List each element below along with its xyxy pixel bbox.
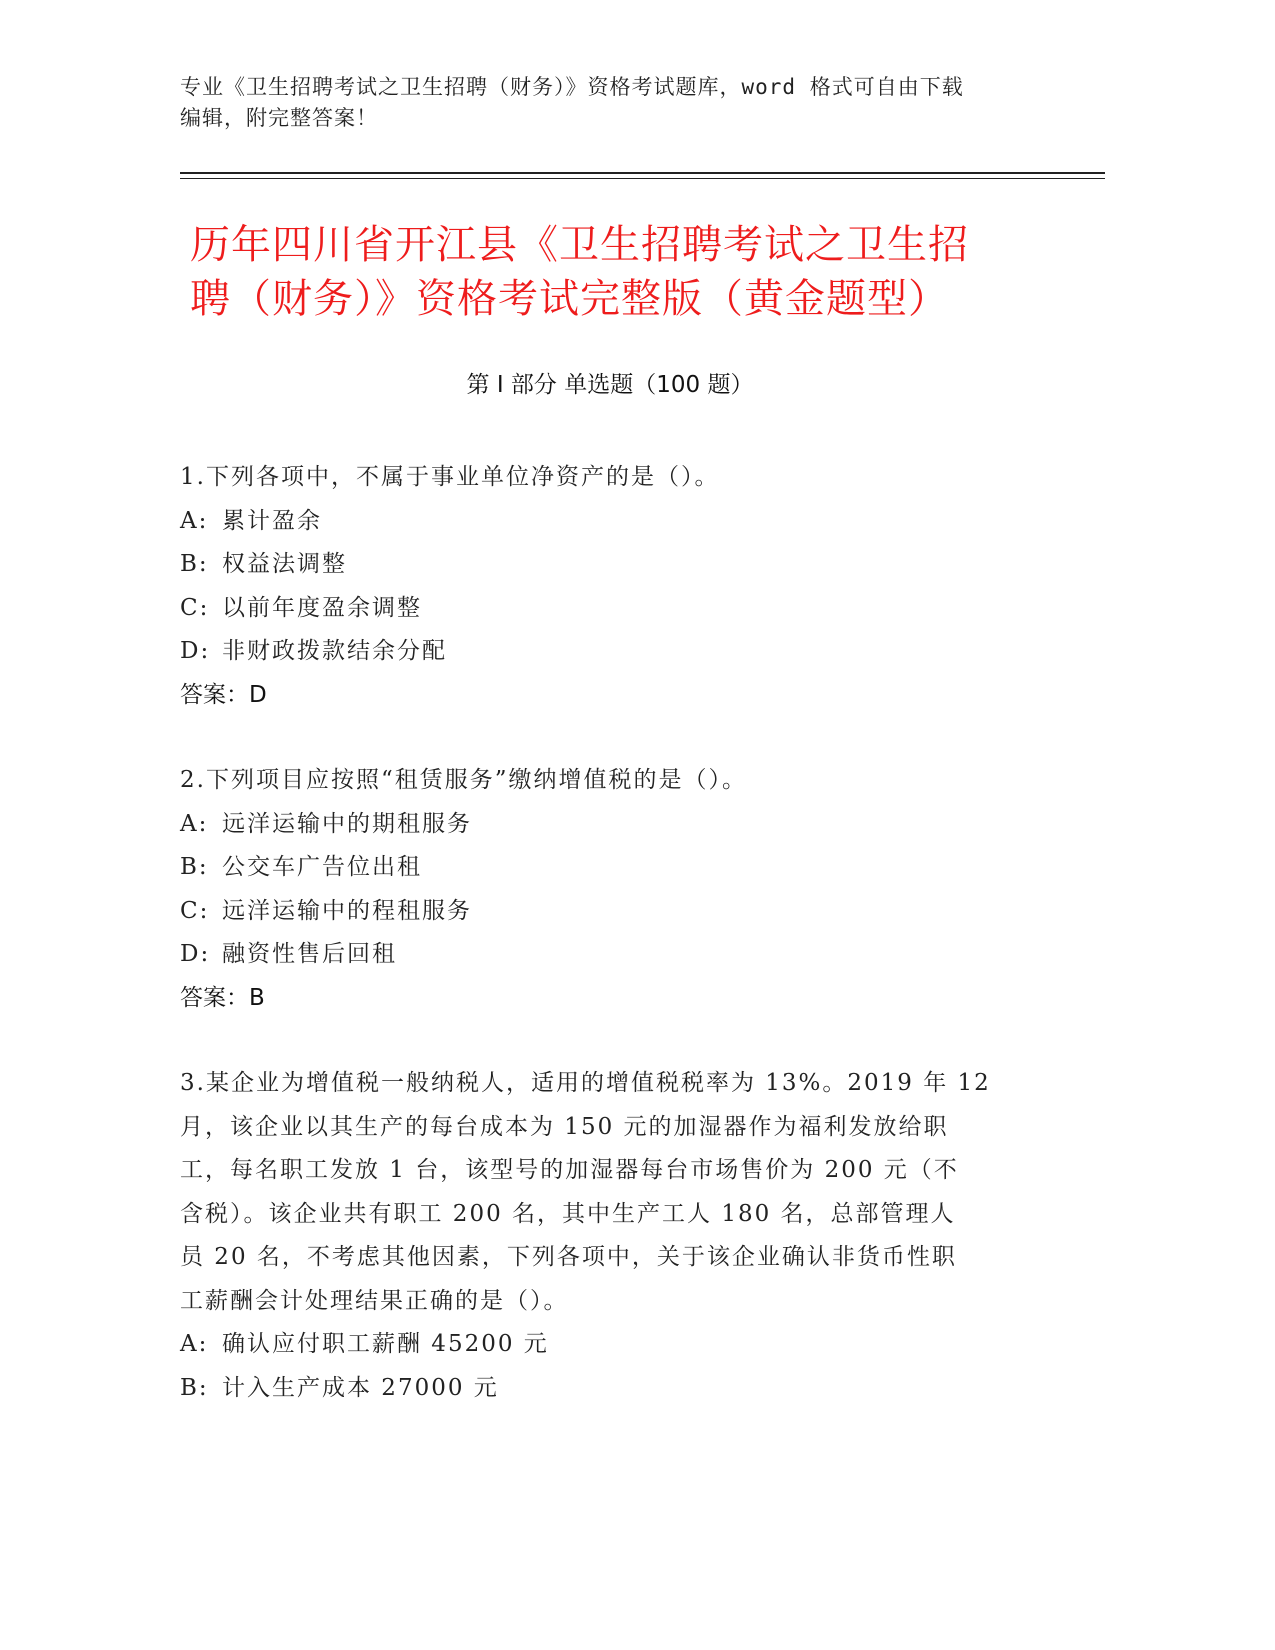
option-b xyxy=(180,543,1040,587)
option-text: 确认应付职工薪酬 45200 元 xyxy=(222,1331,549,1357)
option-d xyxy=(180,933,1040,977)
option-text: 累计盈余 xyxy=(222,507,322,534)
header-line-1: 专业《卫生招聘考试之卫生招聘（财务）》资格考试题库，word 格式可自由下载 xyxy=(180,75,964,99)
option-key: A: xyxy=(180,507,209,534)
question-stem-line-5: 员 20 名，不考虑其他因素，下列各项中，关于该企业确认非货币性职 xyxy=(180,1244,957,1270)
option-a xyxy=(180,803,1040,847)
question-stem: 2.下列项目应按照“租赁服务”缴纳增值税的是（）。 xyxy=(180,767,747,793)
option-c xyxy=(180,890,1040,934)
question-3 xyxy=(180,1062,1040,1410)
option-text: 计入生产成本 27000 元 xyxy=(222,1374,499,1401)
option-key: D: xyxy=(180,941,211,967)
section-title: 第 I 部分 单选题（100 题） xyxy=(466,372,754,398)
option-text: 远洋运输中的程租服务 xyxy=(222,897,472,924)
answer: 答案：D xyxy=(180,681,267,708)
option-text: 权益法调整 xyxy=(222,551,347,577)
answer: 答案：B xyxy=(180,984,265,1011)
question-1 xyxy=(180,456,1040,717)
option-key: C: xyxy=(180,594,210,621)
option-key: A: xyxy=(180,810,209,837)
document-title xyxy=(190,218,1070,326)
option-text: 以前年度盈余调整 xyxy=(222,594,422,621)
document-title-line-2: 聘（财务）》资格考试完整版（黄金题型） xyxy=(190,276,949,322)
question-stem-line-3: 工，每名职工发放 1 台，该型号的加湿器每台市场售价为 200 元（不 xyxy=(180,1157,959,1183)
option-key: B: xyxy=(180,1374,209,1401)
document-title-line-1: 历年四川省开江县《卫生招聘考试之卫生招 xyxy=(190,222,969,268)
question-stem-line-4: 含税）。该企业共有职工 200 名，其中生产工人 180 名，总部管理人 xyxy=(180,1200,956,1227)
option-key: D: xyxy=(180,638,211,664)
option-key: B: xyxy=(180,854,209,880)
question-list xyxy=(180,456,1040,1452)
header-divider-thick xyxy=(180,172,1105,174)
option-a xyxy=(180,500,1040,544)
option-key: C: xyxy=(180,897,210,924)
header-divider-thin xyxy=(180,178,1105,179)
header-line-2: 编辑，附完整答案！ xyxy=(180,106,378,130)
question-stem-line-1: 3.某企业为增值税一般纳税人，适用的增值税税率为 13%。2019 年 12 xyxy=(180,1070,991,1096)
question-stem: 1.下列各项中，不属于事业单位净资产的是（）。 xyxy=(180,464,720,490)
option-d xyxy=(180,630,1040,674)
question-stem-line-2: 月，该企业以其生产的每台成本为 150 元的加湿器作为福利发放给职 xyxy=(180,1113,949,1140)
document-header xyxy=(180,72,1040,134)
option-key: B: xyxy=(180,551,209,577)
question-2 xyxy=(180,759,1040,1020)
option-c xyxy=(180,587,1040,631)
option-b xyxy=(180,846,1040,890)
option-text: 公交车广告位出租 xyxy=(222,854,422,880)
option-text: 融资性售后回租 xyxy=(222,941,397,967)
option-text: 非财政拨款结余分配 xyxy=(222,638,447,664)
option-key: A: xyxy=(180,1331,209,1357)
question-stem-line-6: 工薪酬会计处理结果正确的是（）。 xyxy=(180,1287,569,1314)
option-a xyxy=(180,1323,1040,1367)
option-text: 远洋运输中的期租服务 xyxy=(222,810,472,837)
option-b xyxy=(180,1367,1040,1411)
